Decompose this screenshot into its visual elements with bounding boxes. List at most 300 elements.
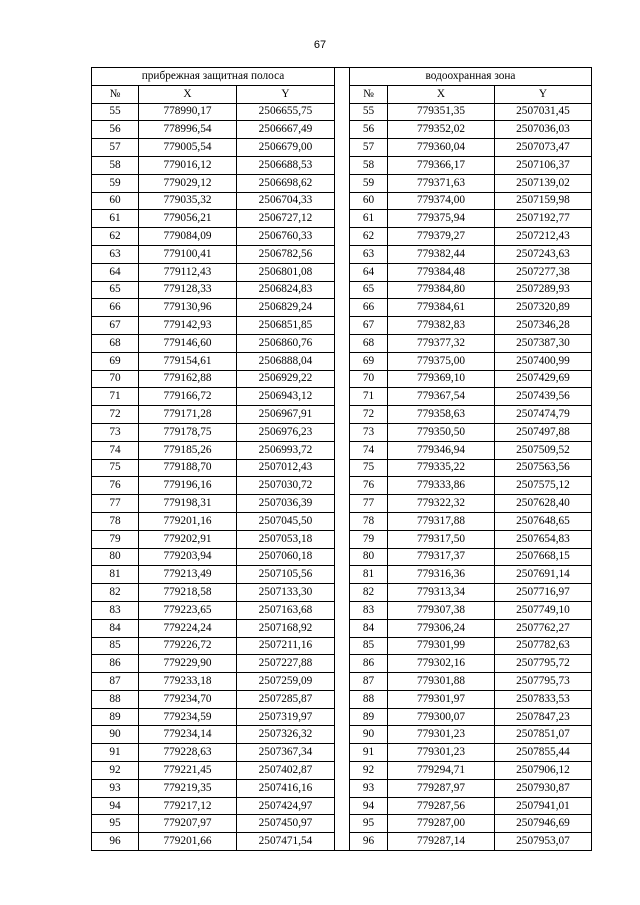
right-cell-y: 2507159,98 xyxy=(495,192,592,210)
left-cell-x: 779146,60 xyxy=(139,334,237,352)
right-cell-num: 79 xyxy=(350,530,388,548)
column-gap xyxy=(335,174,350,192)
right-cell-x: 779366,17 xyxy=(388,156,495,174)
left-cell-num: 80 xyxy=(92,548,139,566)
left-header-num: № xyxy=(92,85,139,103)
left-cell-x: 779185,26 xyxy=(139,441,237,459)
left-cell-x: 779234,59 xyxy=(139,708,237,726)
column-gap xyxy=(335,495,350,513)
left-cell-x: 779221,45 xyxy=(139,762,237,780)
left-cell-num: 86 xyxy=(92,655,139,673)
right-cell-num: 83 xyxy=(350,601,388,619)
left-cell-num: 57 xyxy=(92,139,139,157)
right-cell-x: 779371,63 xyxy=(388,174,495,192)
right-cell-y: 2507795,73 xyxy=(495,673,592,691)
right-cell-x: 779382,83 xyxy=(388,317,495,335)
left-cell-y: 2507424,97 xyxy=(237,797,335,815)
right-cell-num: 78 xyxy=(350,512,388,530)
right-cell-num: 61 xyxy=(350,210,388,228)
left-cell-num: 88 xyxy=(92,690,139,708)
column-gap xyxy=(335,352,350,370)
column-gap xyxy=(335,833,350,851)
left-cell-num: 81 xyxy=(92,566,139,584)
left-cell-num: 69 xyxy=(92,352,139,370)
left-cell-y: 2507450,97 xyxy=(237,815,335,833)
left-cell-num: 90 xyxy=(92,726,139,744)
right-cell-num: 96 xyxy=(350,833,388,851)
left-cell-x: 779219,35 xyxy=(139,779,237,797)
right-cell-y: 2507668,15 xyxy=(495,548,592,566)
right-cell-num: 64 xyxy=(350,263,388,281)
right-cell-num: 70 xyxy=(350,370,388,388)
right-cell-y: 2507031,45 xyxy=(495,103,592,121)
right-cell-y: 2507749,10 xyxy=(495,601,592,619)
left-cell-x: 779223,65 xyxy=(139,601,237,619)
right-cell-x: 779369,10 xyxy=(388,370,495,388)
left-cell-y: 2506704,33 xyxy=(237,192,335,210)
table-row xyxy=(92,423,592,441)
left-cell-num: 62 xyxy=(92,228,139,246)
table-row xyxy=(92,530,592,548)
right-cell-num: 69 xyxy=(350,352,388,370)
column-gap xyxy=(335,655,350,673)
left-cell-x: 779207,97 xyxy=(139,815,237,833)
left-cell-num: 59 xyxy=(92,174,139,192)
left-cell-num: 66 xyxy=(92,299,139,317)
table-row xyxy=(92,406,592,424)
left-cell-num: 67 xyxy=(92,317,139,335)
table-row xyxy=(92,441,592,459)
table-row xyxy=(92,619,592,637)
left-cell-y: 2506688,53 xyxy=(237,156,335,174)
right-cell-x: 779287,56 xyxy=(388,797,495,815)
column-gap xyxy=(335,85,350,103)
left-cell-x: 779171,28 xyxy=(139,406,237,424)
left-cell-num: 87 xyxy=(92,673,139,691)
left-cell-y: 2507133,30 xyxy=(237,584,335,602)
right-cell-y: 2507073,47 xyxy=(495,139,592,157)
left-cell-y: 2507259,09 xyxy=(237,673,335,691)
right-cell-x: 779302,16 xyxy=(388,655,495,673)
right-cell-num: 92 xyxy=(350,762,388,780)
right-cell-num: 56 xyxy=(350,121,388,139)
table-row xyxy=(92,459,592,477)
column-gap xyxy=(335,192,350,210)
right-cell-num: 63 xyxy=(350,245,388,263)
left-cell-y: 2507036,39 xyxy=(237,495,335,513)
column-gap xyxy=(335,779,350,797)
column-gap xyxy=(335,548,350,566)
left-cell-x: 779128,33 xyxy=(139,281,237,299)
right-cell-num: 72 xyxy=(350,406,388,424)
column-gap xyxy=(335,406,350,424)
right-cell-num: 90 xyxy=(350,726,388,744)
left-cell-x: 779035,32 xyxy=(139,192,237,210)
table-row xyxy=(92,192,592,210)
right-cell-num: 58 xyxy=(350,156,388,174)
right-cell-x: 779352,02 xyxy=(388,121,495,139)
right-cell-x: 779306,24 xyxy=(388,619,495,637)
left-cell-x: 778990,17 xyxy=(139,103,237,121)
right-cell-num: 85 xyxy=(350,637,388,655)
right-cell-num: 88 xyxy=(350,690,388,708)
right-cell-y: 2507429,69 xyxy=(495,370,592,388)
table-row xyxy=(92,708,592,726)
left-cell-num: 89 xyxy=(92,708,139,726)
right-cell-x: 779322,32 xyxy=(388,495,495,513)
column-gap xyxy=(335,584,350,602)
right-cell-y: 2507192,77 xyxy=(495,210,592,228)
right-header-x: X xyxy=(388,85,495,103)
column-gap xyxy=(335,317,350,335)
left-cell-x: 779226,72 xyxy=(139,637,237,655)
table-row xyxy=(92,655,592,673)
left-cell-y: 2507402,87 xyxy=(237,762,335,780)
left-cell-num: 82 xyxy=(92,584,139,602)
right-cell-x: 779351,35 xyxy=(388,103,495,121)
right-cell-y: 2507691,14 xyxy=(495,566,592,584)
right-cell-y: 2507628,40 xyxy=(495,495,592,513)
column-header-row xyxy=(92,85,592,103)
right-cell-x: 779287,00 xyxy=(388,815,495,833)
column-gap xyxy=(335,797,350,815)
right-cell-x: 779367,54 xyxy=(388,388,495,406)
right-cell-num: 73 xyxy=(350,423,388,441)
left-cell-num: 85 xyxy=(92,637,139,655)
right-cell-x: 779333,86 xyxy=(388,477,495,495)
right-group-title: водоохранная зона xyxy=(350,68,592,86)
left-cell-num: 73 xyxy=(92,423,139,441)
left-cell-num: 68 xyxy=(92,334,139,352)
left-cell-y: 2507012,43 xyxy=(237,459,335,477)
right-cell-y: 2507782,63 xyxy=(495,637,592,655)
right-cell-x: 779384,48 xyxy=(388,263,495,281)
left-cell-y: 2507060,18 xyxy=(237,548,335,566)
right-cell-x: 779374,00 xyxy=(388,192,495,210)
right-cell-x: 779301,23 xyxy=(388,744,495,762)
left-cell-y: 2507211,16 xyxy=(237,637,335,655)
left-cell-x: 779196,16 xyxy=(139,477,237,495)
right-cell-y: 2507212,43 xyxy=(495,228,592,246)
left-cell-y: 2506801,08 xyxy=(237,263,335,281)
column-gap xyxy=(335,477,350,495)
left-cell-y: 2506851,85 xyxy=(237,317,335,335)
left-cell-y: 2507163,68 xyxy=(237,601,335,619)
right-cell-y: 2507400,99 xyxy=(495,352,592,370)
right-cell-x: 779313,34 xyxy=(388,584,495,602)
left-cell-y: 2507416,16 xyxy=(237,779,335,797)
left-cell-num: 96 xyxy=(92,833,139,851)
right-cell-x: 779294,71 xyxy=(388,762,495,780)
left-cell-y: 2507319,97 xyxy=(237,708,335,726)
right-cell-y: 2507497,88 xyxy=(495,423,592,441)
left-cell-num: 61 xyxy=(92,210,139,228)
right-cell-x: 779377,32 xyxy=(388,334,495,352)
right-cell-num: 89 xyxy=(350,708,388,726)
left-cell-y: 2507168,92 xyxy=(237,619,335,637)
left-cell-y: 2506760,33 xyxy=(237,228,335,246)
table-row xyxy=(92,779,592,797)
left-cell-y: 2507045,50 xyxy=(237,512,335,530)
left-cell-x: 779198,31 xyxy=(139,495,237,513)
left-cell-x: 779213,49 xyxy=(139,566,237,584)
left-cell-x: 779233,18 xyxy=(139,673,237,691)
left-cell-y: 2506782,56 xyxy=(237,245,335,263)
group-header-row xyxy=(92,68,592,86)
column-gap xyxy=(335,726,350,744)
column-gap xyxy=(335,228,350,246)
left-cell-y: 2506824,83 xyxy=(237,281,335,299)
column-gap xyxy=(335,210,350,228)
right-cell-y: 2507906,12 xyxy=(495,762,592,780)
column-gap xyxy=(335,512,350,530)
table-row xyxy=(92,334,592,352)
right-cell-y: 2507289,93 xyxy=(495,281,592,299)
left-cell-x: 779201,66 xyxy=(139,833,237,851)
right-cell-num: 75 xyxy=(350,459,388,477)
left-cell-x: 779203,94 xyxy=(139,548,237,566)
left-cell-y: 2506679,00 xyxy=(237,139,335,157)
column-gap xyxy=(335,68,350,86)
right-cell-num: 91 xyxy=(350,744,388,762)
right-cell-num: 67 xyxy=(350,317,388,335)
right-cell-num: 94 xyxy=(350,797,388,815)
right-cell-num: 71 xyxy=(350,388,388,406)
left-cell-num: 58 xyxy=(92,156,139,174)
column-gap xyxy=(335,601,350,619)
table-row xyxy=(92,548,592,566)
left-cell-y: 2507030,72 xyxy=(237,477,335,495)
left-cell-num: 71 xyxy=(92,388,139,406)
right-cell-num: 62 xyxy=(350,228,388,246)
left-cell-y: 2506976,23 xyxy=(237,423,335,441)
column-gap xyxy=(335,459,350,477)
left-cell-x: 779142,93 xyxy=(139,317,237,335)
left-cell-x: 779228,63 xyxy=(139,744,237,762)
left-cell-num: 60 xyxy=(92,192,139,210)
column-gap xyxy=(335,673,350,691)
left-cell-y: 2506667,49 xyxy=(237,121,335,139)
table-row xyxy=(92,281,592,299)
column-gap xyxy=(335,708,350,726)
right-cell-x: 779335,22 xyxy=(388,459,495,477)
right-cell-x: 779307,38 xyxy=(388,601,495,619)
column-gap xyxy=(335,815,350,833)
column-gap xyxy=(335,619,350,637)
left-cell-y: 2506943,12 xyxy=(237,388,335,406)
column-gap xyxy=(335,762,350,780)
left-cell-num: 78 xyxy=(92,512,139,530)
right-header-num: № xyxy=(350,85,388,103)
left-cell-x: 779016,12 xyxy=(139,156,237,174)
table-row xyxy=(92,103,592,121)
right-cell-num: 80 xyxy=(350,548,388,566)
table-row xyxy=(92,121,592,139)
right-cell-y: 2507847,23 xyxy=(495,708,592,726)
column-gap xyxy=(335,334,350,352)
right-cell-num: 55 xyxy=(350,103,388,121)
table-row xyxy=(92,139,592,157)
page-number: 67 xyxy=(313,39,327,51)
column-gap xyxy=(335,103,350,121)
right-cell-x: 779317,50 xyxy=(388,530,495,548)
right-cell-num: 74 xyxy=(350,441,388,459)
right-cell-x: 779317,88 xyxy=(388,512,495,530)
right-cell-num: 84 xyxy=(350,619,388,637)
left-cell-y: 2506829,24 xyxy=(237,299,335,317)
table-row xyxy=(92,601,592,619)
right-header-y: Y xyxy=(495,85,592,103)
column-gap xyxy=(335,388,350,406)
right-cell-x: 779375,00 xyxy=(388,352,495,370)
table-row xyxy=(92,744,592,762)
table-row xyxy=(92,210,592,228)
left-cell-x: 779218,58 xyxy=(139,584,237,602)
left-cell-x: 779100,41 xyxy=(139,245,237,263)
left-cell-num: 95 xyxy=(92,815,139,833)
left-cell-x: 779217,12 xyxy=(139,797,237,815)
left-cell-num: 76 xyxy=(92,477,139,495)
left-cell-x: 779162,88 xyxy=(139,370,237,388)
right-cell-x: 779375,94 xyxy=(388,210,495,228)
table-row xyxy=(92,477,592,495)
column-gap xyxy=(335,299,350,317)
left-cell-x: 779056,21 xyxy=(139,210,237,228)
right-cell-x: 779384,80 xyxy=(388,281,495,299)
left-cell-x: 779166,72 xyxy=(139,388,237,406)
right-cell-y: 2507563,56 xyxy=(495,459,592,477)
table-row xyxy=(92,317,592,335)
left-cell-num: 92 xyxy=(92,762,139,780)
table-row xyxy=(92,833,592,851)
table-row xyxy=(92,797,592,815)
left-cell-y: 2507471,54 xyxy=(237,833,335,851)
table-row xyxy=(92,566,592,584)
left-cell-num: 93 xyxy=(92,779,139,797)
right-cell-y: 2507346,28 xyxy=(495,317,592,335)
left-header-x: X xyxy=(139,85,237,103)
table-row xyxy=(92,495,592,513)
left-cell-y: 2507367,34 xyxy=(237,744,335,762)
table-row xyxy=(92,299,592,317)
right-cell-y: 2507320,89 xyxy=(495,299,592,317)
right-cell-y: 2507795,72 xyxy=(495,655,592,673)
left-cell-num: 83 xyxy=(92,601,139,619)
coordinates-table xyxy=(91,67,592,851)
left-cell-x: 779130,96 xyxy=(139,299,237,317)
column-gap xyxy=(335,245,350,263)
left-cell-x: 779178,75 xyxy=(139,423,237,441)
column-gap xyxy=(335,637,350,655)
right-cell-x: 779301,23 xyxy=(388,726,495,744)
right-cell-y: 2507106,37 xyxy=(495,156,592,174)
table-row xyxy=(92,512,592,530)
right-cell-y: 2507387,30 xyxy=(495,334,592,352)
left-cell-num: 74 xyxy=(92,441,139,459)
left-cell-y: 2506727,12 xyxy=(237,210,335,228)
left-cell-num: 75 xyxy=(92,459,139,477)
column-gap xyxy=(335,156,350,174)
right-cell-y: 2507575,12 xyxy=(495,477,592,495)
column-gap xyxy=(335,121,350,139)
right-cell-x: 779317,37 xyxy=(388,548,495,566)
left-cell-num: 77 xyxy=(92,495,139,513)
table-row xyxy=(92,352,592,370)
left-cell-y: 2506655,75 xyxy=(237,103,335,121)
left-cell-x: 779005,54 xyxy=(139,139,237,157)
left-cell-x: 779202,91 xyxy=(139,530,237,548)
table-row xyxy=(92,690,592,708)
right-cell-x: 779384,61 xyxy=(388,299,495,317)
right-cell-num: 93 xyxy=(350,779,388,797)
table-row xyxy=(92,245,592,263)
table-row xyxy=(92,673,592,691)
right-cell-y: 2507716,97 xyxy=(495,584,592,602)
right-cell-num: 68 xyxy=(350,334,388,352)
left-cell-y: 2506860,76 xyxy=(237,334,335,352)
table-row xyxy=(92,174,592,192)
left-cell-num: 91 xyxy=(92,744,139,762)
right-cell-y: 2507439,56 xyxy=(495,388,592,406)
left-cell-y: 2506698,62 xyxy=(237,174,335,192)
right-cell-x: 779350,50 xyxy=(388,423,495,441)
right-cell-x: 779287,14 xyxy=(388,833,495,851)
right-cell-y: 2507762,27 xyxy=(495,619,592,637)
table-row xyxy=(92,263,592,281)
right-cell-x: 779358,63 xyxy=(388,406,495,424)
right-cell-num: 76 xyxy=(350,477,388,495)
right-cell-x: 779346,94 xyxy=(388,441,495,459)
column-gap xyxy=(335,530,350,548)
right-cell-num: 57 xyxy=(350,139,388,157)
right-cell-y: 2507648,65 xyxy=(495,512,592,530)
table-row xyxy=(92,388,592,406)
column-gap xyxy=(335,263,350,281)
left-cell-y: 2507285,87 xyxy=(237,690,335,708)
left-cell-num: 79 xyxy=(92,530,139,548)
left-cell-num: 64 xyxy=(92,263,139,281)
right-cell-num: 65 xyxy=(350,281,388,299)
left-header-y: Y xyxy=(237,85,335,103)
right-cell-num: 60 xyxy=(350,192,388,210)
table-row xyxy=(92,584,592,602)
right-cell-y: 2507474,79 xyxy=(495,406,592,424)
left-cell-x: 779188,70 xyxy=(139,459,237,477)
right-cell-x: 779287,97 xyxy=(388,779,495,797)
right-cell-x: 779301,97 xyxy=(388,690,495,708)
table-row xyxy=(92,228,592,246)
column-gap xyxy=(335,370,350,388)
left-cell-x: 779112,43 xyxy=(139,263,237,281)
left-cell-y: 2506993,72 xyxy=(237,441,335,459)
right-cell-y: 2507941,01 xyxy=(495,797,592,815)
left-cell-y: 2507227,88 xyxy=(237,655,335,673)
right-cell-y: 2507139,02 xyxy=(495,174,592,192)
right-cell-y: 2507277,38 xyxy=(495,263,592,281)
right-cell-y: 2507855,44 xyxy=(495,744,592,762)
column-gap xyxy=(335,441,350,459)
left-cell-y: 2506888,04 xyxy=(237,352,335,370)
column-gap xyxy=(335,423,350,441)
right-cell-num: 77 xyxy=(350,495,388,513)
left-cell-x: 778996,54 xyxy=(139,121,237,139)
right-cell-num: 82 xyxy=(350,584,388,602)
right-cell-x: 779301,88 xyxy=(388,673,495,691)
left-cell-num: 70 xyxy=(92,370,139,388)
right-cell-y: 2507654,83 xyxy=(495,530,592,548)
left-cell-num: 94 xyxy=(92,797,139,815)
left-cell-y: 2507326,32 xyxy=(237,726,335,744)
